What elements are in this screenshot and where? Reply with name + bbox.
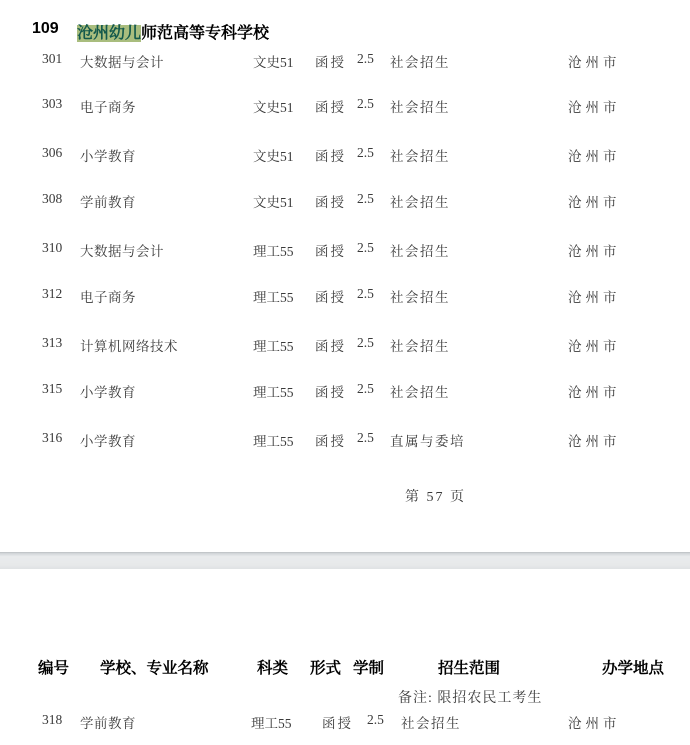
enrollment-scope: 社会招生 [401, 716, 461, 731]
study-location: 沧州市 [568, 55, 621, 70]
row-code: 310 [42, 240, 63, 255]
study-form: 函授 [315, 55, 346, 70]
study-duration: 2.5 [357, 96, 374, 111]
study-duration: 2.5 [357, 240, 374, 255]
major-name: 小学教育 [80, 385, 136, 400]
study-location: 沧州市 [568, 434, 621, 449]
column-header-name: 学校、专业名称 [100, 660, 209, 677]
study-location: 沧州市 [568, 385, 621, 400]
school-name [77, 20, 269, 43]
row-code: 301 [42, 51, 63, 66]
study-location: 沧州市 [568, 244, 621, 259]
table-row [0, 712, 690, 730]
table-row [0, 286, 690, 304]
study-duration: 2.5 [357, 145, 374, 160]
enrollment-scope: 社会招生 [390, 244, 450, 259]
row-code: 315 [42, 381, 63, 396]
study-duration: 2.5 [357, 286, 374, 301]
subject-category: 理工55 [253, 434, 294, 449]
study-duration: 2.5 [357, 191, 374, 206]
subject-category: 文史51 [253, 100, 294, 115]
study-duration: 2.5 [357, 381, 374, 396]
major-name: 电子商务 [80, 290, 136, 305]
column-header-duration: 学制 [353, 660, 385, 677]
column-header-location: 办学地点 [602, 660, 665, 677]
study-location: 沧州市 [568, 100, 621, 115]
study-location: 沧州市 [568, 195, 621, 210]
table-row [0, 145, 690, 163]
subject-category: 理工55 [253, 244, 294, 259]
study-form: 函授 [315, 385, 346, 400]
school-code: 109 [32, 20, 59, 37]
enrollment-scope: 社会招生 [390, 385, 450, 400]
table-row [0, 335, 690, 353]
enrollment-scope: 社会招生 [390, 55, 450, 70]
study-form: 函授 [322, 716, 353, 731]
row-code: 316 [42, 430, 63, 445]
enrollment-note: 备注: 限招农民工考生 [398, 691, 543, 706]
subject-category: 理工55 [253, 385, 294, 400]
search-highlight: 沧州幼儿 [77, 25, 142, 42]
table-row [0, 96, 690, 114]
page-divider [0, 552, 690, 569]
row-code: 318 [42, 712, 63, 727]
subject-category: 理工55 [251, 716, 292, 731]
school-group-heading [0, 20, 690, 40]
study-form: 函授 [315, 149, 346, 164]
major-name: 电子商务 [80, 100, 136, 115]
table-row [0, 191, 690, 209]
column-header-code: 编号 [38, 660, 70, 677]
study-form: 函授 [315, 434, 346, 449]
major-name: 大数据与会计 [80, 55, 164, 70]
row-code: 306 [42, 145, 63, 160]
subject-category: 理工55 [253, 339, 294, 354]
row-code: 303 [42, 96, 63, 111]
major-name: 学前教育 [80, 716, 136, 731]
table-row [0, 51, 690, 69]
major-name: 计算机网络技术 [80, 339, 178, 354]
study-form: 函授 [315, 195, 346, 210]
enrollment-scope: 社会招生 [390, 339, 450, 354]
study-location: 沧州市 [568, 149, 621, 164]
table-column-headers [0, 656, 690, 676]
major-name: 小学教育 [80, 434, 136, 449]
enrollment-scope: 直属与委培 [390, 434, 465, 449]
major-name: 学前教育 [80, 195, 136, 210]
study-form: 函授 [315, 290, 346, 305]
subject-category: 文史51 [253, 195, 294, 210]
row-code: 312 [42, 286, 63, 301]
subject-category: 理工55 [253, 290, 294, 305]
study-location: 沧州市 [568, 339, 621, 354]
row-code: 313 [42, 335, 63, 350]
table-row [0, 430, 690, 448]
enrollment-scope: 社会招生 [390, 100, 450, 115]
enrollment-scope: 社会招生 [390, 195, 450, 210]
study-location: 沧州市 [568, 716, 621, 731]
column-header-scope: 招生范围 [438, 660, 501, 677]
study-duration: 2.5 [357, 335, 374, 350]
table-row [0, 240, 690, 258]
page-number: 第 57 页 [405, 490, 466, 505]
subject-category: 文史51 [253, 55, 294, 70]
study-duration: 2.5 [357, 51, 374, 66]
study-form: 函授 [315, 339, 346, 354]
subject-category: 文史51 [253, 149, 294, 164]
major-name: 大数据与会计 [80, 244, 164, 259]
enrollment-scope: 社会招生 [390, 290, 450, 305]
study-form: 函授 [315, 100, 346, 115]
column-header-form: 形式 [310, 660, 342, 677]
study-form: 函授 [315, 244, 346, 259]
column-header-category: 科类 [257, 660, 289, 677]
study-location: 沧州市 [568, 290, 621, 305]
study-duration: 2.5 [367, 712, 384, 727]
major-name: 小学教育 [80, 149, 136, 164]
school-name-rest: 师范高等专科学校 [141, 25, 270, 42]
study-duration: 2.5 [357, 430, 374, 445]
enrollment-scope: 社会招生 [390, 149, 450, 164]
row-code: 308 [42, 191, 63, 206]
table-row [0, 381, 690, 399]
